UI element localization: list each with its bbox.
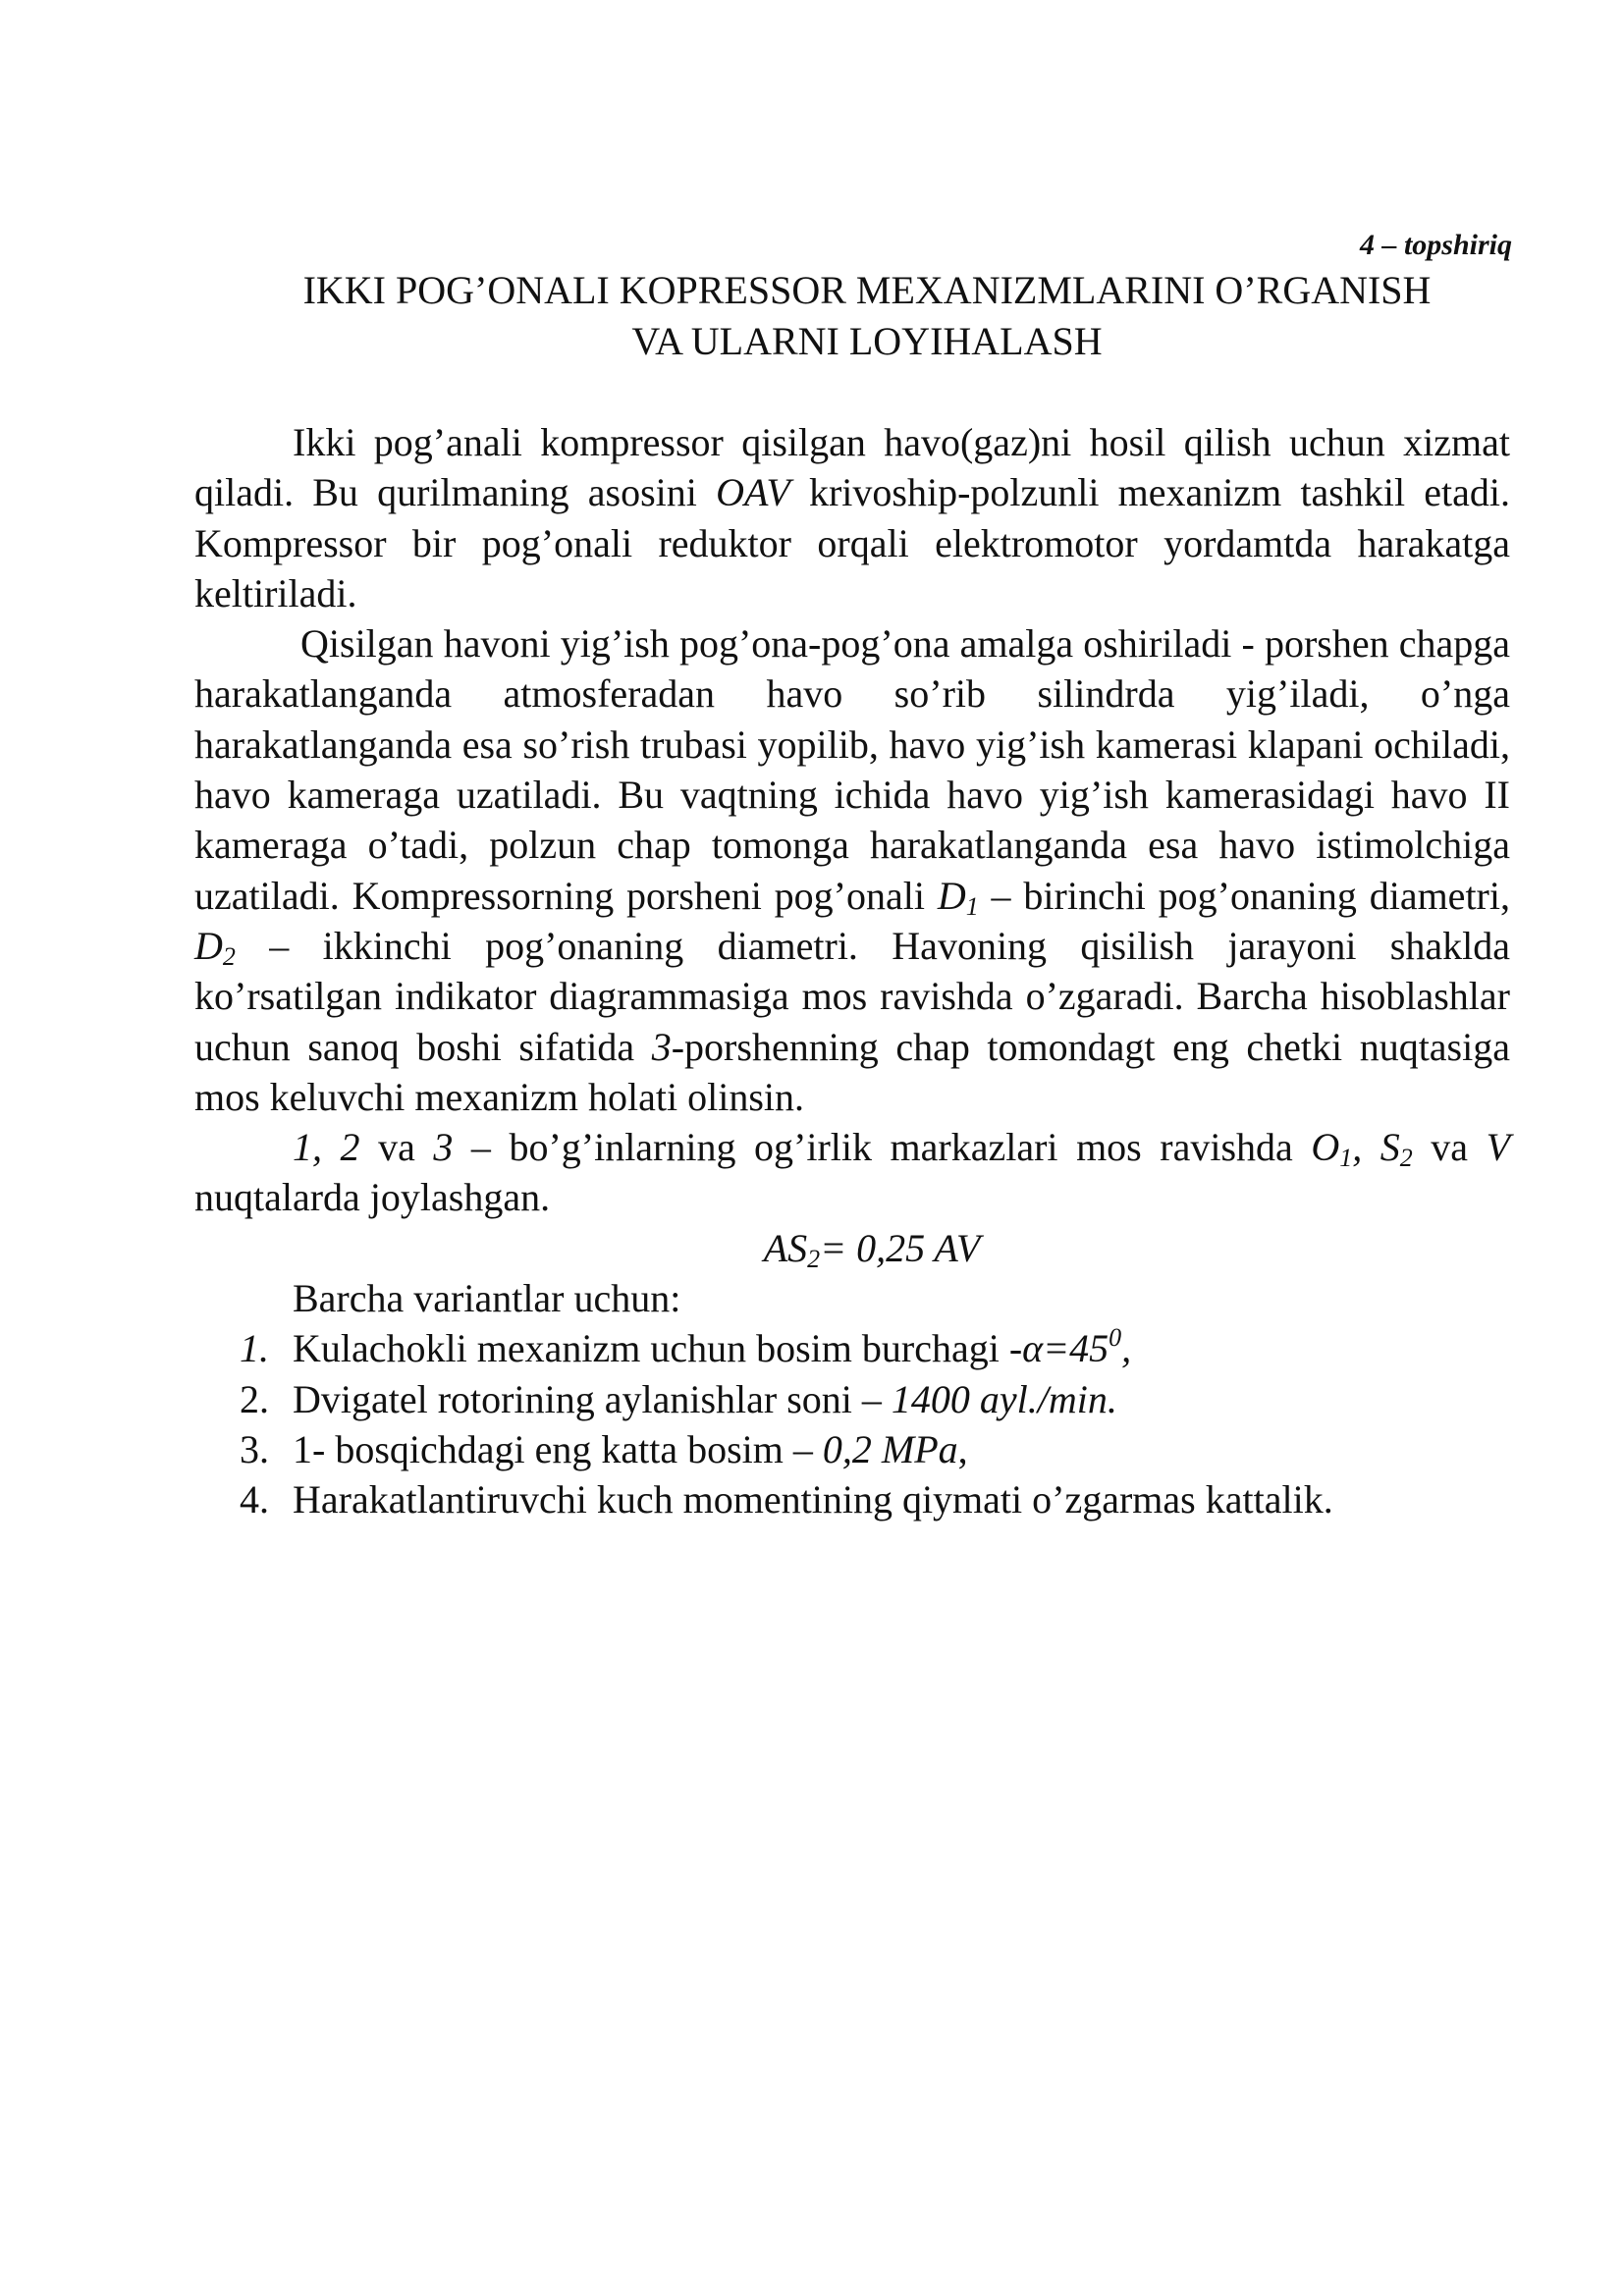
links-numbers: 1, 2	[293, 1125, 360, 1170]
s2-subscript: 2	[1399, 1144, 1413, 1173]
paragraph-3-va-2: va	[1412, 1125, 1469, 1170]
v-symbol: V	[1486, 1125, 1511, 1170]
paragraph-2-text-e: -porshenning chap tomondagt eng chetki nuqtasiga mos keluvchi mexanizm holati olinsin.	[194, 1024, 1510, 1119]
document-title	[194, 265, 1510, 367]
variants-lead: Barcha variantlar uchun:	[293, 1276, 681, 1321]
document-page	[194, 226, 1510, 1525]
title-line-2: VA ULARNI LOYIHALASH	[631, 319, 1103, 363]
paragraph-1	[194, 417, 1510, 618]
d2-symbol	[194, 923, 236, 971]
list-item-1-comma: ,	[1121, 1326, 1132, 1371]
pressure-angle-value: α=45	[1022, 1326, 1109, 1371]
list-item-1-text: Kulachokli mexanizm uchun bosim burchagi -	[293, 1326, 1023, 1371]
list-item-4-text: Harakatlantiruvchi kuch momentining qiymati o’zgarmas kattalik.	[293, 1477, 1333, 1522]
list-item	[240, 1374, 1510, 1424]
s2-symbol	[1380, 1125, 1413, 1173]
paragraph-1-text-a: Ikki pog’anali kompressor qisilgan havo(gaz)ni hosil qilish uchun xizmat qiladi. Bu qurilmaning asosini	[194, 420, 1510, 515]
list-item-text	[293, 1323, 1131, 1373]
paragraph-3	[194, 1122, 1510, 1223]
list-item-number: 4.	[240, 1477, 269, 1522]
list-item	[240, 1424, 1510, 1474]
d2-letter: D	[194, 923, 223, 968]
d2-subscript: 2	[222, 941, 236, 971]
max-pressure-value: 0,2 MPa	[822, 1426, 958, 1471]
list-item-text	[293, 1424, 968, 1474]
formula-lhs: AS	[763, 1225, 808, 1270]
document-body	[194, 417, 1510, 1525]
rotor-speed-value: 1400 ayl./min.	[891, 1376, 1117, 1421]
paragraph-2-text-c: – ikkinchi pog’onaning diametri. Havoning qisilish jarayoni shaklda ko’rsatilgan indikator diagrammasiga mos ravishda o’zgaradi. Barcha hisoblashlar uchun sanoq boshi sifatida	[194, 923, 1510, 1069]
o1-symbol	[1311, 1125, 1380, 1173]
mechanism-label: OAV	[716, 470, 790, 515]
degree-superscript: 0	[1109, 1323, 1122, 1353]
list-item-number: 1.	[240, 1326, 269, 1371]
d1-symbol	[937, 873, 979, 921]
s2-letter: S	[1380, 1125, 1400, 1170]
link-number-3: 3	[433, 1125, 454, 1170]
paragraph-3-text-a: – bo’g’inlarning og’irlik markazlari mos ravishda	[453, 1125, 1312, 1170]
list-item-2-text: Dvigatel rotorining aylanishlar soni –	[293, 1376, 892, 1421]
formula-rhs: = 0,25 AV	[820, 1225, 981, 1270]
paragraph-2	[194, 618, 1510, 1122]
d1-letter: D	[937, 873, 966, 918]
list-item	[240, 1323, 1510, 1373]
paragraph-2-text-b: – birinchi pog’onaning diametri,	[978, 873, 1510, 918]
list-item-3-comma: ,	[957, 1426, 968, 1471]
list-item-number: 2.	[240, 1376, 269, 1421]
list-item-text	[293, 1374, 1117, 1424]
piston-number: 3	[651, 1024, 672, 1069]
title-line-1: IKKI POG’ONALI KOPRESSOR MEXANIZMLARINI O’RGANISH	[302, 268, 1432, 312]
d1-subscript: 1	[965, 891, 979, 921]
paragraph-2-text-a: Qisilgan havoni yig’ish pog’ona-pog’ona amalga oshiriladi - porshen chapga harakatlanganda atmosferadan havo so’rib silindrda yig’iladi, o’nga harakatlanganda esa so’rish trubasi yopilib, havo yig’ish kamerasi klapani ochiladi, havo kameraga uzatiladi. Bu vaqtning ichida havo yig’ish kamerasidagi havo II kameraga o’tadi, polzun chap tomonga harakatlanganda esa havo istimolchiga uzatiladi. Kompressorning porsheni pog’onali	[194, 621, 1510, 918]
o1-letter: O	[1311, 1125, 1340, 1170]
o1-comma: ,	[1352, 1125, 1380, 1170]
formula	[194, 1223, 1510, 1273]
list-item-number: 3.	[240, 1426, 269, 1471]
task-number: 4 – topshiriq	[1359, 229, 1512, 261]
paragraph-1-text-c: krivoship-polzunli mexanizm tashkil etadi. Kompressor bir pog’onali reduktor orqali elektromotor yordamtda harakatga keltiriladi.	[194, 470, 1510, 615]
paragraph-3-va-1: va	[359, 1125, 434, 1170]
paragraph-3-text-b: nuqtalarda joylashgan.	[194, 1175, 551, 1220]
conditions-list	[194, 1323, 1510, 1524]
o1-subscript: 1	[1339, 1144, 1353, 1173]
list-item	[240, 1474, 1510, 1524]
formula-subscript: 2	[807, 1244, 821, 1273]
list-item-3-text: 1- bosqichdagi eng katta bosim –	[293, 1426, 823, 1471]
